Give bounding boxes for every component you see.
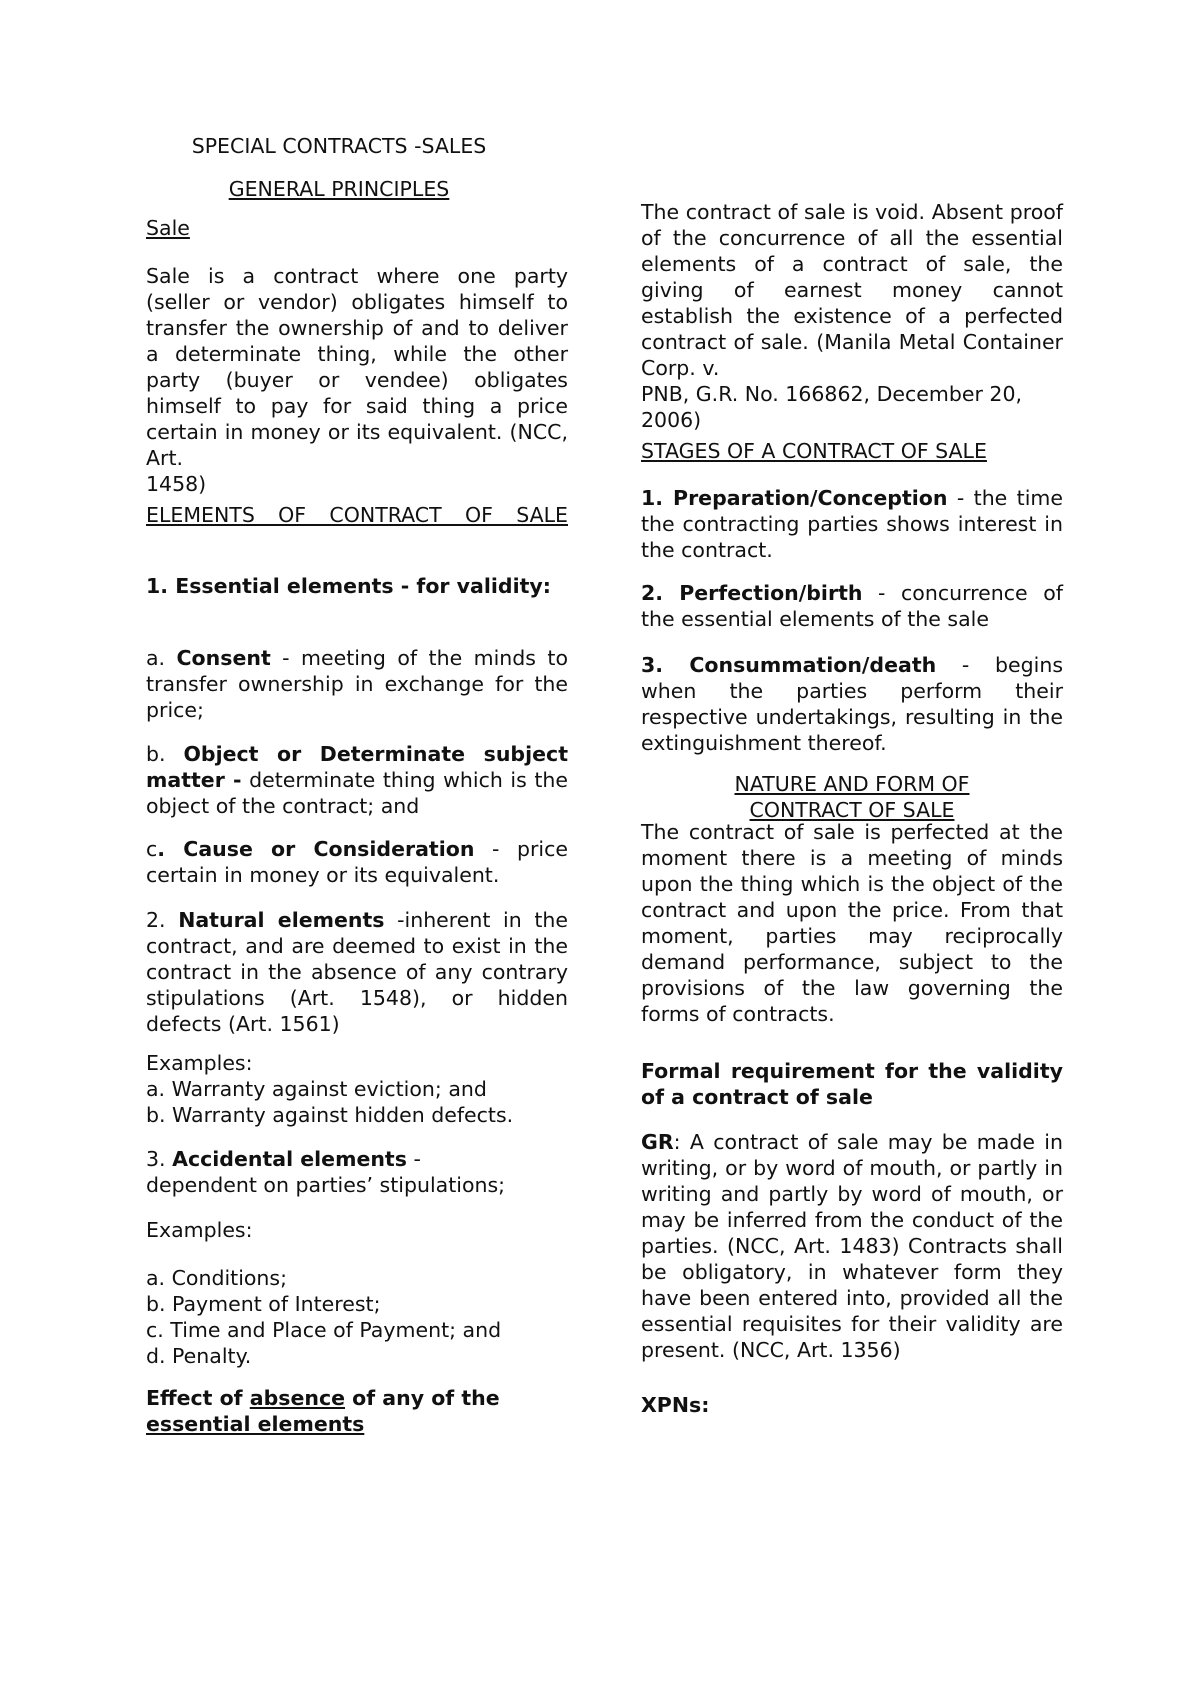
list-item: a. Conditions; (146, 1266, 288, 1290)
nature-heading: NATURE AND FORM OF CONTRACT OF SALE (734, 772, 970, 822)
accidental-elements-item: 3. Accidental elements - dependent on parties’ stipulations; (146, 1147, 506, 1197)
formal-requirement-heading: Formal requirement for the validity of a contract of sale (641, 1059, 1063, 1109)
cause-item: c. Cause or Consideration - price certain in money or its equivalent. (146, 837, 568, 887)
sale-definition-ref: 1458) (146, 472, 207, 496)
sale-definition-text: Sale is a contract where one party (seller or vendor) obligates himself to transfer the ownership of and to deliver a determinate thing, while the other party (buyer or vendee) obligates himself to pay for said thing a price certain in money or its equivalent. (NCC, Art. (146, 264, 568, 470)
list-item: a. Warranty against eviction; and (146, 1077, 487, 1101)
stage-preparation: 1. Preparation/Conception - the time the contracting parties shows interest in the contract. (641, 486, 1063, 562)
stages-heading: STAGES OF A CONTRACT OF SALE (641, 439, 987, 463)
essential-elements-heading: 1. Essential elements - for validity: (146, 574, 551, 598)
nature-paragraph: The contract of sale is perfected at the moment there is a meeting of minds upon the thing which is the object of the contract and upon the price. From that moment, parties may reciprocally demand performance, subject to the provisions of the law governing the forms of contracts. (641, 820, 1063, 1026)
stage-perfection: 2. Perfection/birth - concurrence of the essential elements of the sale (641, 581, 1063, 631)
general-principles-heading: GENERAL PRINCIPLES (228, 177, 450, 201)
object-item: b. Object or Determinate subject matter - determinate thing which is the object of the contract; and (146, 742, 568, 818)
list-item: d. Penalty. (146, 1344, 252, 1368)
list-item: b. Payment of Interest; (146, 1292, 381, 1316)
accidental-examples (146, 1265, 568, 1369)
sale-heading: Sale (146, 216, 190, 240)
sale-definition (146, 263, 568, 497)
examples-label: Examples: (146, 1051, 253, 1075)
list-item: b. Warranty against hidden defects. (146, 1103, 514, 1127)
elements-heading: ELEMENTS OF CONTRACT OF SALE (146, 503, 568, 527)
general-rule-paragraph: GR: A contract of sale may be made in writing, or by word of mouth, or partly in writing and partly by word of mouth, or may be inferred from the conduct of the parties. (NCC, Art. 1483) Contracts shall be obligatory, in whatever form they have been entered into, provided all the essential requisites for their validity are present. (NCC, Art. 1356) (641, 1130, 1063, 1362)
document-title: SPECIAL CONTRACTS -SALES (191, 134, 487, 158)
stage-consummation: 3. Consummation/death - begins when the parties perform their respective undertakings, resulting in the extinguishment thereof. (641, 653, 1064, 755)
consent-item: a. Consent - meeting of the minds to transfer ownership in exchange for the price; (146, 646, 568, 722)
exceptions-label: XPNs: (641, 1393, 710, 1417)
void-paragraph: The contract of sale is void. Absent proof of the concurrence of all the essential elements of a contract of sale, the giving of earnest money cannot establish the existence of a perfected contract of sale. (Manila Metal Container Corp. v. PNB, G.R. No. 166862, December 20, 2006) (641, 200, 1063, 432)
natural-elements-item: 2. Natural elements -inherent in the contract, and are deemed to exist in the contract in the absence of any contrary stipulations (Art. 1548), or hidden defects (Art. 1561) (146, 908, 568, 1036)
natural-examples (146, 1050, 568, 1128)
effect-heading: Effect of absence of any of the essential elements (146, 1386, 500, 1436)
list-item: c. Time and Place of Payment; and (146, 1318, 502, 1342)
examples-label: Examples: (146, 1218, 253, 1242)
